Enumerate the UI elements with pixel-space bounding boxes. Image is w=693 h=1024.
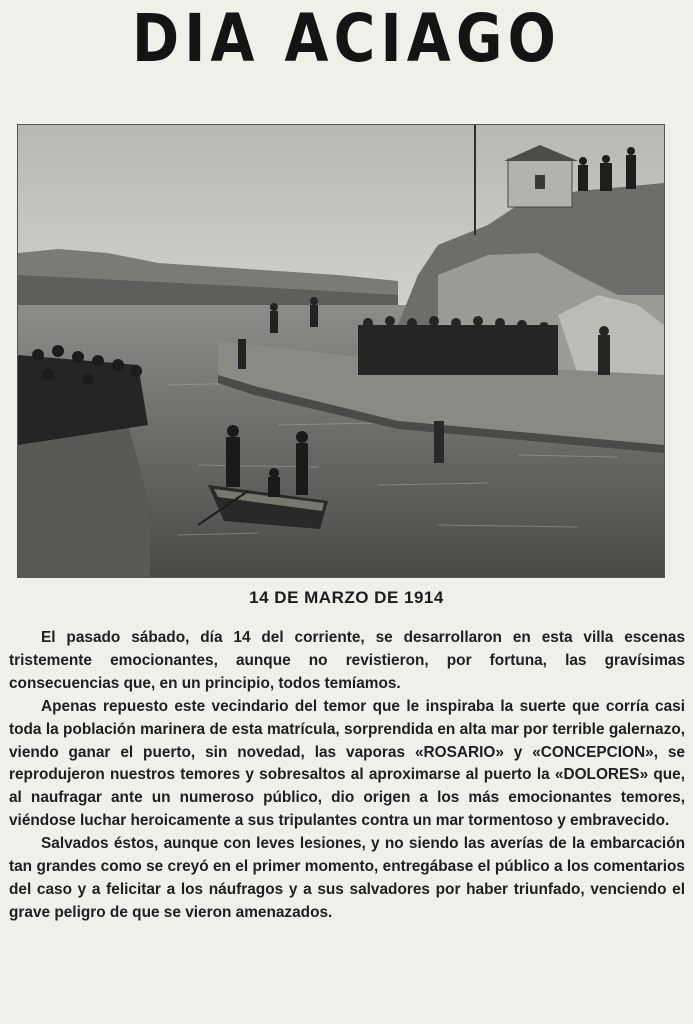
harbor-photo (17, 124, 665, 578)
article-paragraph: Salvados éstos, aunque con leves lesiones, y no siendo las averías de la embarcación tan grandes como se creyó en el primer momento, entregábase el público a los comentarios del caso y a felicitar a los náufragos y a sus salvadores por haber triunfado, venciendo el grave peligro de que se vieron amenazados. (9, 835, 685, 921)
article-paragraph: El pasado sábado, día 14 del corriente, se desarrollaron en esta villa escenas tristemente emocionantes, aunque no revistieron, por fortuna, las gravísimas consecuencias que, en un principio, todos temíamos. (9, 629, 685, 692)
article-body (9, 627, 685, 925)
headline: DIA ACIAGO (131, 0, 562, 77)
photo-caption-date: 14 DE MARZO DE 1914 (249, 588, 444, 607)
article-paragraph: Apenas repuesto este vecindario del temor que le inspiraba la suerte que corría casi toda la población marinera de esta matrícula, sorprendida en alta mar por terrible galernazo, viendo ganar el puerto, sin novedad, las vaporas «ROSARIO» y «CONCEPCION», se reprodujeron nuestros temores y sobresaltos al aproximarse al puerto la «DOLORES» que, al naufragar ante un numeroso público, dio origen a los más emocionantes temores, viéndose luchar heroicamente a sus tripulantes contra un mar tormentoso y embravecido. (9, 697, 685, 830)
